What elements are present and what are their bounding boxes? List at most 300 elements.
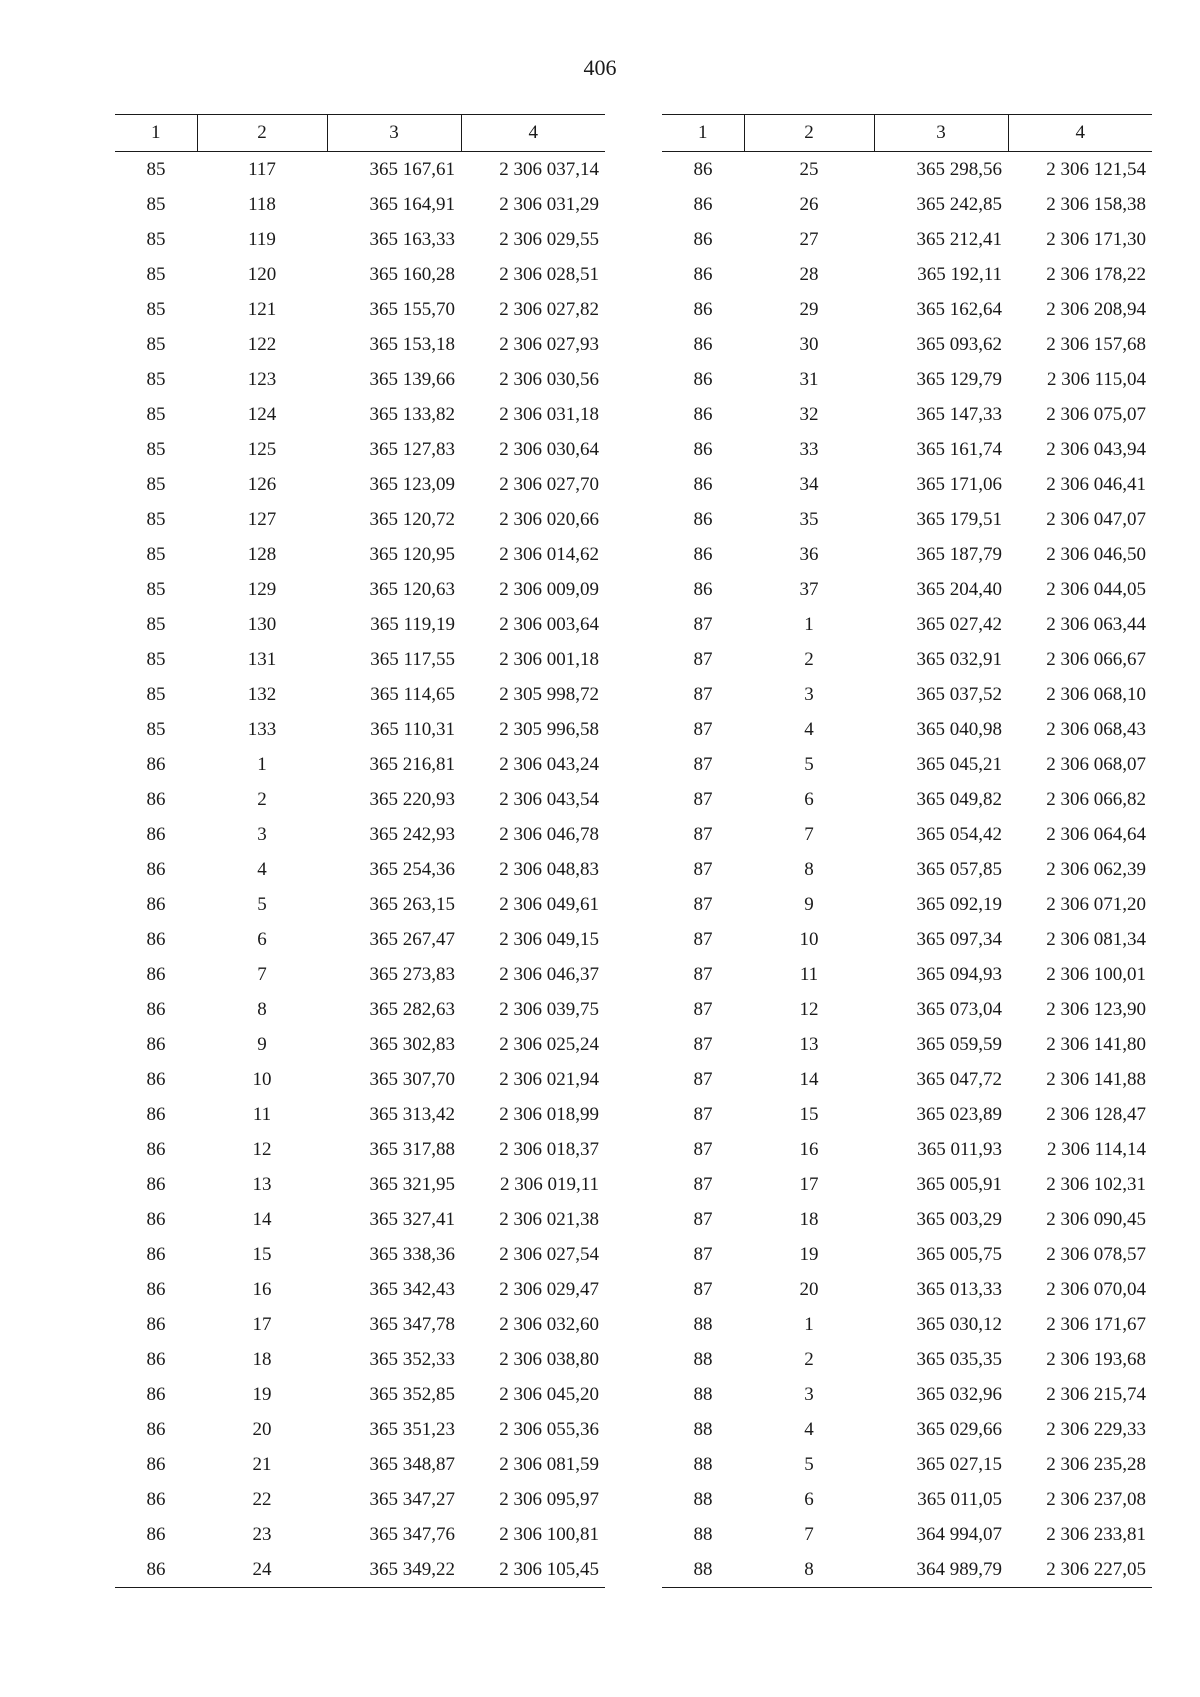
table-row [662, 677, 1152, 712]
table-cell: 365 005,91 [916, 1173, 1002, 1195]
table-cell: 86 [146, 893, 166, 915]
table-header-row [662, 115, 1152, 152]
coordinates-table-left [115, 114, 605, 1588]
table-cell: 365 032,96 [916, 1383, 1002, 1405]
table-cell: 2 306 049,61 [499, 893, 599, 915]
table-cell: 1 [804, 1313, 814, 1335]
table-row [662, 992, 1152, 1027]
table-row [662, 1027, 1152, 1062]
table-cell: 365 032,91 [916, 648, 1002, 670]
table-cell: 86 [693, 543, 713, 565]
table-cell: 365 120,95 [369, 543, 455, 565]
table-cell: 127 [247, 508, 277, 530]
table-row [115, 152, 605, 188]
table-row [662, 152, 1152, 188]
table-cell: 2 306 233,81 [1046, 1523, 1146, 1545]
table-cell: 2 306 018,37 [499, 1138, 599, 1160]
table-cell: 18 [799, 1208, 819, 1230]
table-cell: 365 349,22 [327, 1552, 461, 1588]
table-cell: 2 306 178,22 [1046, 263, 1146, 285]
table-cell: 1 [257, 753, 267, 775]
table-cell: 365 163,33 [369, 228, 455, 250]
table-cell: 2 306 193,68 [1046, 1348, 1146, 1370]
table-cell: 29 [799, 298, 819, 320]
table-row [662, 222, 1152, 257]
column-header: 3 [874, 115, 1008, 152]
table-row [662, 1132, 1152, 1167]
table-cell: 85 [146, 158, 166, 180]
table-cell: 123 [247, 368, 277, 390]
table-row [662, 1517, 1152, 1552]
page-number: 406 [583, 55, 617, 80]
table-row [115, 677, 605, 712]
table-cell: 365 216,81 [369, 753, 455, 775]
table-cell: 15 [252, 1243, 272, 1265]
table-cell: 36 [799, 543, 819, 565]
table-cell: 17 [799, 1173, 819, 1195]
table-cell: 365 097,34 [916, 928, 1002, 950]
table-cell: 365 139,66 [369, 368, 455, 390]
table-cell: 365 027,15 [916, 1453, 1002, 1475]
table-row [115, 1552, 605, 1588]
table-cell: 12 [252, 1138, 272, 1160]
table-cell: 365 302,83 [369, 1033, 455, 1055]
table-cell: 27 [799, 228, 819, 250]
table-cell: 85 [146, 543, 166, 565]
table-row [662, 1237, 1152, 1272]
table-cell: 2 306 064,64 [1046, 823, 1146, 845]
table-cell: 2 306 029,55 [499, 228, 599, 250]
table-cell: 365 035,35 [916, 1348, 1002, 1370]
table-cell: 365 133,82 [369, 403, 455, 425]
table-cell: 2 306 043,24 [499, 753, 599, 775]
table-cell: 9 [257, 1033, 267, 1055]
table-cell: 5 [804, 1453, 814, 1475]
table-cell: 26 [799, 193, 819, 215]
table-cell: 11 [252, 1103, 272, 1125]
table-cell: 86 [146, 823, 166, 845]
table-cell: 13 [799, 1033, 819, 1055]
table-cell: 85 [146, 228, 166, 250]
table-row [115, 712, 605, 747]
table-cell: 88 [693, 1313, 713, 1335]
table-cell: 2 306 070,04 [1046, 1278, 1146, 1300]
table-row [662, 922, 1152, 957]
table-cell: 86 [146, 1068, 166, 1090]
table-cell: 10 [799, 928, 819, 950]
table-cell: 86 [146, 1208, 166, 1230]
table-row [115, 1062, 605, 1097]
table-cell: 365 347,27 [369, 1488, 455, 1510]
table-cell: 121 [247, 298, 277, 320]
table-row [115, 1097, 605, 1132]
table-row [662, 1342, 1152, 1377]
table-cell: 86 [146, 1313, 166, 1335]
table-cell: 365 351,23 [369, 1418, 455, 1440]
table-cell: 118 [248, 193, 276, 215]
table-cell: 11 [799, 963, 819, 985]
table-cell: 128 [247, 543, 277, 565]
table-cell: 8 [744, 1552, 874, 1588]
table-cell: 365 338,36 [369, 1243, 455, 1265]
table-cell: 2 306 062,39 [1046, 858, 1146, 880]
table-row [662, 1062, 1152, 1097]
table-cell: 87 [693, 753, 713, 775]
table-cell: 2 306 027,70 [499, 473, 599, 495]
table-row [662, 607, 1152, 642]
table-cell: 2 306 046,41 [1046, 473, 1146, 495]
table-cell: 7 [804, 1523, 814, 1545]
table-cell: 85 [146, 578, 166, 600]
table-cell: 88 [693, 1523, 713, 1545]
table-cell: 365 119,19 [370, 613, 455, 635]
table-cell: 88 [662, 1552, 744, 1588]
table-cell: 86 [146, 963, 166, 985]
table-cell: 365 179,51 [916, 508, 1002, 530]
table-row [115, 1027, 605, 1062]
table-cell: 85 [146, 508, 166, 530]
table-row [662, 1377, 1152, 1412]
table-cell: 2 306 115,04 [1046, 368, 1146, 390]
table-body [662, 152, 1152, 1588]
table-row [115, 397, 605, 432]
table-cell: 2 306 102,31 [1046, 1173, 1146, 1195]
table-cell: 6 [257, 928, 267, 950]
table-cell: 2 306 031,29 [499, 193, 599, 215]
table-cell: 5 [804, 753, 814, 775]
table-cell: 365 307,70 [369, 1068, 455, 1090]
table-cell: 2 306 090,45 [1046, 1208, 1146, 1230]
table-cell: 3 [257, 823, 267, 845]
table-cell: 88 [693, 1348, 713, 1370]
column-header: 3 [327, 115, 461, 152]
table-cell: 365 254,36 [369, 858, 455, 880]
table-cell: 85 [146, 438, 166, 460]
table-row [115, 1167, 605, 1202]
table-cell: 125 [247, 438, 277, 460]
table-cell: 35 [799, 508, 819, 530]
table-cell: 126 [247, 473, 277, 495]
table-cell: 2 306 048,83 [499, 858, 599, 880]
table-cell: 86 [693, 158, 713, 180]
table-cell: 365 171,06 [916, 473, 1002, 495]
table-cell: 2 306 001,18 [499, 648, 599, 670]
table-cell: 25 [799, 158, 819, 180]
table-cell: 86 [146, 1523, 166, 1545]
table-row [115, 537, 605, 572]
table-cell: 1 [804, 613, 814, 635]
table-cell: 2 306 068,43 [1046, 718, 1146, 740]
table-cell: 365 348,87 [369, 1453, 455, 1475]
table-cell: 129 [247, 578, 277, 600]
table-row [115, 817, 605, 852]
table-cell: 86 [146, 1453, 166, 1475]
table-cell: 10 [252, 1068, 272, 1090]
table-cell: 31 [799, 368, 819, 390]
table-cell: 2 306 047,07 [1046, 508, 1146, 530]
table-cell: 2 306 020,66 [499, 508, 599, 530]
table-cell: 2 306 021,38 [499, 1208, 599, 1230]
table-row [115, 327, 605, 362]
table-row [662, 467, 1152, 502]
table-row [115, 432, 605, 467]
table-cell: 87 [693, 893, 713, 915]
table-row [115, 1447, 605, 1482]
column-header: 4 [1008, 115, 1152, 152]
column-header: 2 [197, 115, 327, 152]
table-cell: 365 030,12 [916, 1313, 1002, 1335]
table-cell: 87 [693, 823, 713, 845]
table-row [115, 572, 605, 607]
table-cell: 87 [693, 1138, 713, 1160]
table-cell: 85 [146, 263, 166, 285]
table-cell: 365 003,29 [916, 1208, 1002, 1230]
table-row [115, 607, 605, 642]
table-cell: 365 092,19 [916, 893, 1002, 915]
table-cell: 2 [804, 648, 814, 670]
table-row [115, 1237, 605, 1272]
table-cell: 365 167,61 [369, 158, 455, 180]
table-cell: 3 [804, 1383, 814, 1405]
table-row [115, 1517, 605, 1552]
table-cell: 2 306 028,51 [499, 263, 599, 285]
table-cell: 365 027,42 [916, 613, 1002, 635]
table-cell: 365 162,64 [916, 298, 1002, 320]
table-cell: 85 [146, 683, 166, 705]
table-cell: 23 [252, 1523, 272, 1545]
table-cell: 87 [693, 613, 713, 635]
table-row [115, 747, 605, 782]
table-cell: 2 306 031,18 [499, 403, 599, 425]
table-cell: 2 306 027,54 [499, 1243, 599, 1265]
table-cell: 365 187,79 [916, 543, 1002, 565]
table-cell: 2 [804, 1348, 814, 1370]
table-cell: 85 [146, 193, 166, 215]
table-cell: 365 317,88 [369, 1138, 455, 1160]
table-row [662, 747, 1152, 782]
table-cell: 2 306 237,08 [1046, 1488, 1146, 1510]
table-cell: 86 [146, 1138, 166, 1160]
table-cell: 4 [804, 1418, 814, 1440]
table-cell: 2 306 141,88 [1046, 1068, 1146, 1090]
table-cell: 2 306 014,62 [499, 543, 599, 565]
table-cell: 365 153,18 [369, 333, 455, 355]
table-cell: 119 [248, 228, 276, 250]
table-cell: 2 306 114,14 [1046, 1138, 1146, 1160]
table-cell: 365 129,79 [916, 368, 1002, 390]
table-cell: 7 [804, 823, 814, 845]
table-cell: 2 306 018,99 [499, 1103, 599, 1125]
table-cell: 85 [146, 333, 166, 355]
table-cell: 2 306 030,64 [499, 438, 599, 460]
table-row [662, 1272, 1152, 1307]
table-cell: 365 347,76 [369, 1523, 455, 1545]
table-row [662, 887, 1152, 922]
table-row [662, 1097, 1152, 1132]
table-cell: 365 054,42 [916, 823, 1002, 845]
table-cell: 2 306 063,44 [1046, 613, 1146, 635]
table-cell: 86 [693, 438, 713, 460]
table-cell: 2 306 128,47 [1046, 1103, 1146, 1125]
table-cell: 365 273,83 [369, 963, 455, 985]
table-cell: 365 298,56 [916, 158, 1002, 180]
table-cell: 4 [804, 718, 814, 740]
table-cell: 20 [252, 1418, 272, 1440]
table-cell: 2 306 038,80 [499, 1348, 599, 1370]
table-cell: 2 306 029,47 [499, 1278, 599, 1300]
table-cell: 364 989,79 [874, 1552, 1008, 1588]
table-cell: 2 306 045,20 [499, 1383, 599, 1405]
table-row [662, 537, 1152, 572]
table-cell: 88 [693, 1418, 713, 1440]
table-cell: 2 305 996,58 [499, 718, 599, 740]
table-cell: 2 306 100,81 [499, 1523, 599, 1545]
table-cell: 365 120,63 [369, 578, 455, 600]
table-cell: 365 023,89 [916, 1103, 1002, 1125]
table-cell: 87 [693, 1033, 713, 1055]
table-cell: 365 327,41 [369, 1208, 455, 1230]
column-header: 2 [744, 115, 874, 152]
table-cell: 2 306 068,10 [1046, 683, 1146, 705]
table-cell: 88 [693, 1488, 713, 1510]
table-cell: 16 [252, 1278, 272, 1300]
table-cell: 365 073,04 [916, 998, 1002, 1020]
table-cell: 122 [247, 333, 277, 355]
table-row [662, 1482, 1152, 1517]
table-row [115, 922, 605, 957]
table-cell: 20 [799, 1278, 819, 1300]
table-row [115, 957, 605, 992]
table-cell: 2 306 208,94 [1046, 298, 1146, 320]
table-header-row [115, 115, 605, 152]
coordinates-table-right [662, 114, 1152, 1588]
table-cell: 85 [146, 403, 166, 425]
table-cell: 86 [693, 228, 713, 250]
table-cell: 87 [693, 1208, 713, 1230]
table-cell: 2 306 043,94 [1046, 438, 1146, 460]
table-cell: 132 [247, 683, 277, 705]
table-row [662, 957, 1152, 992]
table-cell: 87 [693, 648, 713, 670]
table-cell: 365 321,95 [369, 1173, 455, 1195]
table-cell: 365 263,15 [369, 893, 455, 915]
table-cell: 86 [146, 928, 166, 950]
table-cell: 120 [247, 263, 277, 285]
table-cell: 15 [799, 1103, 819, 1125]
table-row [115, 1272, 605, 1307]
table-cell: 4 [257, 858, 267, 880]
table-cell: 365 313,42 [369, 1103, 455, 1125]
table-cell: 2 306 071,20 [1046, 893, 1146, 915]
table-cell: 2 306 081,59 [499, 1453, 599, 1475]
table-cell: 365 013,33 [916, 1278, 1002, 1300]
table-cell: 86 [693, 193, 713, 215]
table-cell: 365 029,66 [916, 1418, 1002, 1440]
table-cell: 365 347,78 [369, 1313, 455, 1335]
table-row [662, 782, 1152, 817]
table-cell: 88 [693, 1453, 713, 1475]
table-cell: 85 [146, 473, 166, 495]
table-cell: 2 306 025,24 [499, 1033, 599, 1055]
table-row [662, 432, 1152, 467]
table-cell: 14 [252, 1208, 272, 1230]
table-row [115, 222, 605, 257]
table-cell: 88 [693, 1383, 713, 1405]
table-cell: 365 161,74 [916, 438, 1002, 460]
table-row [115, 642, 605, 677]
table-cell: 13 [252, 1173, 272, 1195]
table-cell: 87 [693, 718, 713, 740]
table-cell: 2 306 235,28 [1046, 1453, 1146, 1475]
table-row [662, 1412, 1152, 1447]
table-cell: 85 [146, 613, 166, 635]
table-cell: 365 057,85 [916, 858, 1002, 880]
table-row [662, 257, 1152, 292]
table-cell: 33 [799, 438, 819, 460]
table-cell: 365 220,93 [369, 788, 455, 810]
table-cell: 365 164,91 [369, 193, 455, 215]
table-cell: 86 [146, 1173, 166, 1195]
table-cell: 131 [247, 648, 277, 670]
table-cell: 365 352,33 [369, 1348, 455, 1370]
table-row [115, 257, 605, 292]
table-cell: 8 [804, 858, 814, 880]
table-cell: 365 110,31 [370, 718, 455, 740]
table-cell: 87 [693, 963, 713, 985]
table-cell: 87 [693, 1243, 713, 1265]
table-cell: 365 212,41 [916, 228, 1002, 250]
table-cell: 365 192,11 [917, 263, 1002, 285]
table-cell: 365 352,85 [369, 1383, 455, 1405]
table-cell: 365 123,09 [369, 473, 455, 495]
table-cell: 130 [247, 613, 277, 635]
table-cell: 87 [693, 1173, 713, 1195]
table-row [662, 187, 1152, 222]
table-row [115, 1412, 605, 1447]
table-row [115, 1132, 605, 1167]
table-cell: 365 342,43 [369, 1278, 455, 1300]
table-row [662, 1447, 1152, 1482]
table-cell: 32 [799, 403, 819, 425]
table-row [662, 712, 1152, 747]
table-cell: 86 [693, 473, 713, 495]
table-row [662, 1202, 1152, 1237]
table-cell: 2 306 078,57 [1046, 1243, 1146, 1265]
table-cell: 86 [693, 333, 713, 355]
table-cell: 2 306 227,05 [1008, 1552, 1152, 1588]
table-row [115, 1377, 605, 1412]
table-cell: 2 306 141,80 [1046, 1033, 1146, 1055]
table-cell: 87 [693, 1278, 713, 1300]
table-cell: 12 [799, 998, 819, 1020]
table-row [662, 817, 1152, 852]
table-cell: 365 094,93 [916, 963, 1002, 985]
table-row [662, 1552, 1152, 1588]
table-cell: 2 [257, 788, 267, 810]
table-cell: 86 [693, 403, 713, 425]
table-cell: 2 306 055,36 [499, 1418, 599, 1440]
table-cell: 365 282,63 [369, 998, 455, 1020]
table-cell: 2 306 095,97 [499, 1488, 599, 1510]
table-cell: 37 [799, 578, 819, 600]
table-cell: 7 [257, 963, 267, 985]
table-cell: 2 306 019,11 [499, 1173, 599, 1195]
table-cell: 18 [252, 1348, 272, 1370]
table-cell: 85 [146, 298, 166, 320]
table-cell: 365 127,83 [369, 438, 455, 460]
table-cell: 86 [146, 788, 166, 810]
table-row [662, 852, 1152, 887]
